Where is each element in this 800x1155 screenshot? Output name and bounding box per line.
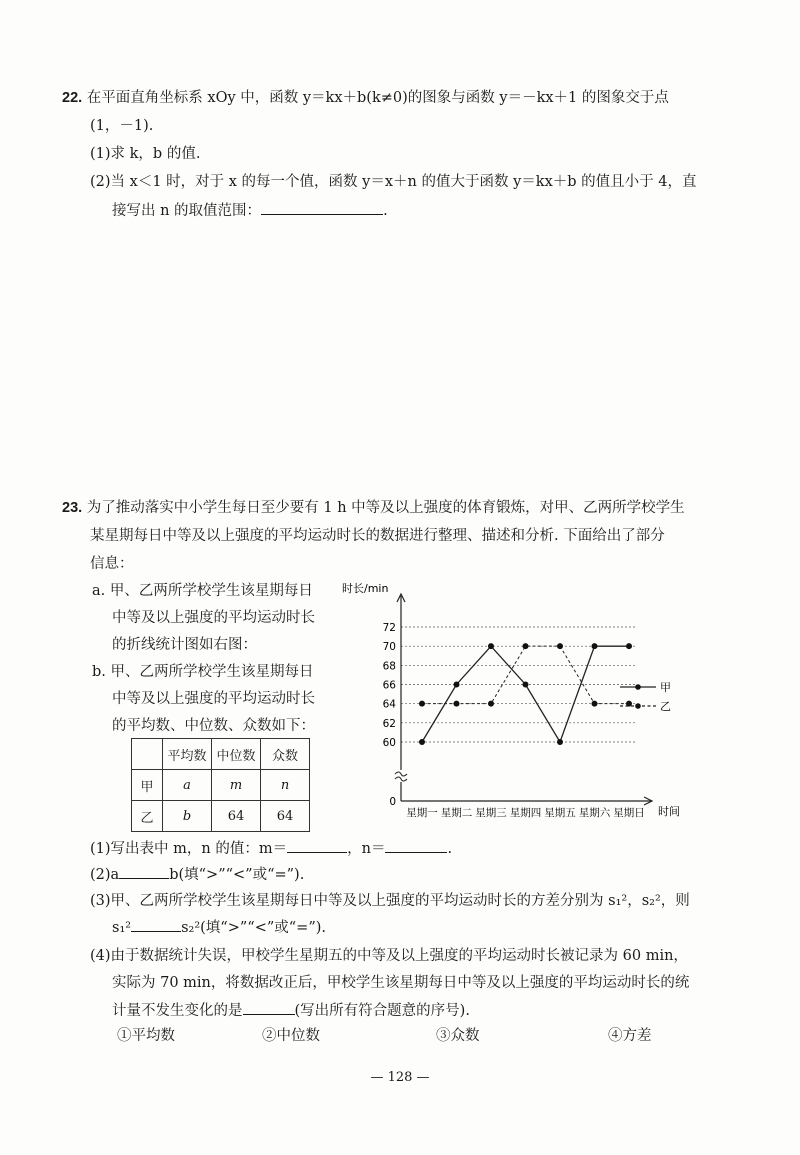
info-a-line1: a. 甲、乙两所学校学生该星期每日 bbox=[92, 583, 313, 599]
data-point bbox=[419, 701, 425, 707]
q22-part2-line2 bbox=[112, 200, 388, 221]
q23-part3-line2 bbox=[112, 917, 326, 938]
data-point bbox=[523, 643, 529, 649]
q23-stem-line1 bbox=[62, 498, 685, 518]
data-point bbox=[454, 701, 460, 707]
q22-answer-blank[interactable] bbox=[261, 200, 383, 215]
q23-part4-line3 bbox=[112, 1000, 470, 1021]
m-answer-blank[interactable] bbox=[287, 838, 347, 853]
q22-stem-line2: (1，－1). bbox=[90, 118, 154, 134]
chart-yticks bbox=[383, 622, 397, 808]
data-point bbox=[488, 643, 494, 649]
data-point bbox=[419, 739, 425, 745]
chart-series bbox=[419, 643, 632, 745]
part3-answer-blank[interactable] bbox=[131, 917, 181, 932]
info-b-line2: 中等及以上强度的平均运动时长 bbox=[112, 691, 315, 707]
q23-part1 bbox=[90, 838, 452, 859]
q22-part1: (1)求 k，b 的值. bbox=[90, 146, 201, 162]
x-tick-label: 星期三 bbox=[475, 807, 507, 819]
y-tick-label: 66 bbox=[382, 679, 396, 692]
table-row-label: 乙 bbox=[132, 801, 163, 832]
option-3: ③众数 bbox=[436, 1028, 480, 1044]
chart-ylabel: 时长/min bbox=[342, 582, 389, 595]
option-2: ②中位数 bbox=[262, 1028, 320, 1044]
data-point bbox=[557, 739, 563, 745]
table-cell: b bbox=[163, 801, 212, 832]
data-point bbox=[523, 682, 529, 688]
table-cell: a bbox=[163, 770, 212, 801]
q23-part3-prefix: s₁² bbox=[112, 920, 132, 936]
chart-gridlines bbox=[401, 627, 636, 742]
q23-part3-suffix: s₂²(填“>”“<”或“=”). bbox=[181, 920, 326, 936]
table-cell: 64 bbox=[212, 801, 261, 832]
x-tick-label: 星期一 bbox=[406, 807, 438, 819]
part2-answer-blank[interactable] bbox=[119, 864, 169, 879]
table-row bbox=[132, 770, 310, 801]
legend-marker bbox=[635, 703, 641, 709]
q22-stem-line1 bbox=[62, 88, 669, 108]
q23-part4-suffix: (写出所有符合题意的序号). bbox=[294, 1003, 470, 1019]
n-answer-blank[interactable] bbox=[385, 838, 447, 853]
q23-part1-suffix: . bbox=[447, 841, 453, 857]
table-row bbox=[132, 801, 310, 832]
y-tick-label: 60 bbox=[382, 737, 396, 749]
table-header-mode: 众数 bbox=[261, 739, 310, 770]
q22-part2-prefix: 接写出 n 的取值范围： bbox=[112, 203, 262, 219]
page-number: — 128 — bbox=[370, 1070, 430, 1085]
y-tick-label: 0 bbox=[389, 796, 396, 808]
part4-answer-blank[interactable] bbox=[243, 1000, 295, 1015]
series-line bbox=[422, 646, 629, 704]
y-tick-label: 62 bbox=[382, 717, 396, 730]
chart-legend bbox=[620, 681, 671, 713]
x-tick-label: 星期四 bbox=[509, 807, 542, 819]
table-header-median: 中位数 bbox=[212, 739, 261, 770]
data-point bbox=[626, 643, 632, 649]
q23-part1-mid: ，n＝ bbox=[347, 841, 386, 857]
q23-part4-line2: 实际为 70 min，将数据改正后，甲校学生该星期每日中等及以上强度的平均运动时长的统 bbox=[112, 975, 690, 991]
q22-part2-suffix: . bbox=[383, 203, 388, 219]
data-point bbox=[488, 701, 494, 707]
q22-stem-text: 在平面直角坐标系 xOy 中，函数 y＝kx＋b(k≠0)的图象与函数 y＝－kx＋1 的图象交于点 bbox=[86, 90, 669, 106]
q22-part2-line1: (2)当 x＜1 时，对于 x 的每一个值，函数 y＝x＋n 的值大于函数 y＝kx＋b 的值且小于 4，直 bbox=[90, 174, 697, 190]
chart-xlabel: 时间 bbox=[658, 805, 680, 818]
q23-part3-line1: (3)甲、乙两所学校学生该星期每日中等及以上强度的平均运动时长的方差分别为 s₁²，s₂²，则 bbox=[90, 893, 690, 909]
option-1: ①平均数 bbox=[117, 1028, 175, 1044]
data-point bbox=[454, 682, 460, 688]
y-tick-label: 70 bbox=[382, 641, 396, 654]
x-tick-label: 星期二 bbox=[440, 807, 473, 819]
stats-table bbox=[131, 738, 310, 832]
table-cell: n bbox=[261, 770, 310, 801]
q22-number: 22. bbox=[62, 90, 83, 106]
series-line bbox=[422, 646, 629, 742]
info-a-line2: 中等及以上强度的平均运动时长 bbox=[112, 610, 315, 626]
q23-stem-text: 为了推动落实中小学生每日至少要有 1 h 中等及以上强度的体育锻炼，对甲、乙两所学校学生 bbox=[86, 500, 685, 516]
q23-stem-line2: 某星期每日中等及以上强度的平均运动时长的数据进行整理、描述和分析. 下面给出了部分 bbox=[90, 528, 665, 544]
table-cell: 64 bbox=[261, 801, 310, 832]
option-4: ④方差 bbox=[608, 1028, 652, 1044]
chart-xticks bbox=[406, 806, 645, 819]
y-tick-label: 68 bbox=[382, 660, 396, 673]
q23-part1-prefix: (1)写出表中 m，n 的值：m＝ bbox=[90, 841, 288, 857]
q23-part2-suffix: b(填“>”“<”或“=”). bbox=[169, 867, 305, 883]
info-a-line3: 的折线统计图如右图： bbox=[112, 637, 257, 653]
legend-label: 甲 bbox=[660, 681, 671, 694]
y-tick-label: 72 bbox=[382, 622, 396, 634]
table-corner-cell bbox=[132, 739, 163, 770]
x-tick-label: 星期五 bbox=[544, 807, 576, 819]
table-header-mean: 平均数 bbox=[163, 739, 212, 770]
table-header-row bbox=[132, 739, 310, 770]
line-chart bbox=[340, 578, 690, 823]
q23-part4-line1: (4)由于数据统计失误，甲校学生星期五的中等及以上强度的平均运动时长被记录为 60 min， bbox=[90, 948, 688, 964]
legend-marker bbox=[635, 684, 641, 690]
table-cell: m bbox=[212, 770, 261, 801]
data-point bbox=[592, 643, 598, 649]
data-point bbox=[592, 701, 598, 707]
y-tick-label: 64 bbox=[382, 698, 396, 711]
data-point bbox=[557, 643, 563, 649]
q23-part4-prefix: 计量不发生变化的是 bbox=[112, 1003, 243, 1019]
q23-stem-line3: 信息： bbox=[90, 556, 134, 572]
chart-axes bbox=[395, 594, 652, 805]
x-tick-label: 星期六 bbox=[578, 807, 611, 819]
q23-part2-prefix: (2)a bbox=[90, 867, 120, 883]
info-b-line1: b. 甲、乙两所学校学生该星期每日 bbox=[92, 664, 314, 680]
info-b-line3: 的平均数、中位数、众数如下： bbox=[112, 718, 315, 734]
table-row-label: 甲 bbox=[132, 770, 163, 801]
x-tick-label: 星期日 bbox=[613, 807, 645, 819]
q23-number: 23. bbox=[62, 500, 83, 516]
legend-label: 乙 bbox=[660, 700, 671, 713]
q23-part2 bbox=[90, 864, 304, 885]
